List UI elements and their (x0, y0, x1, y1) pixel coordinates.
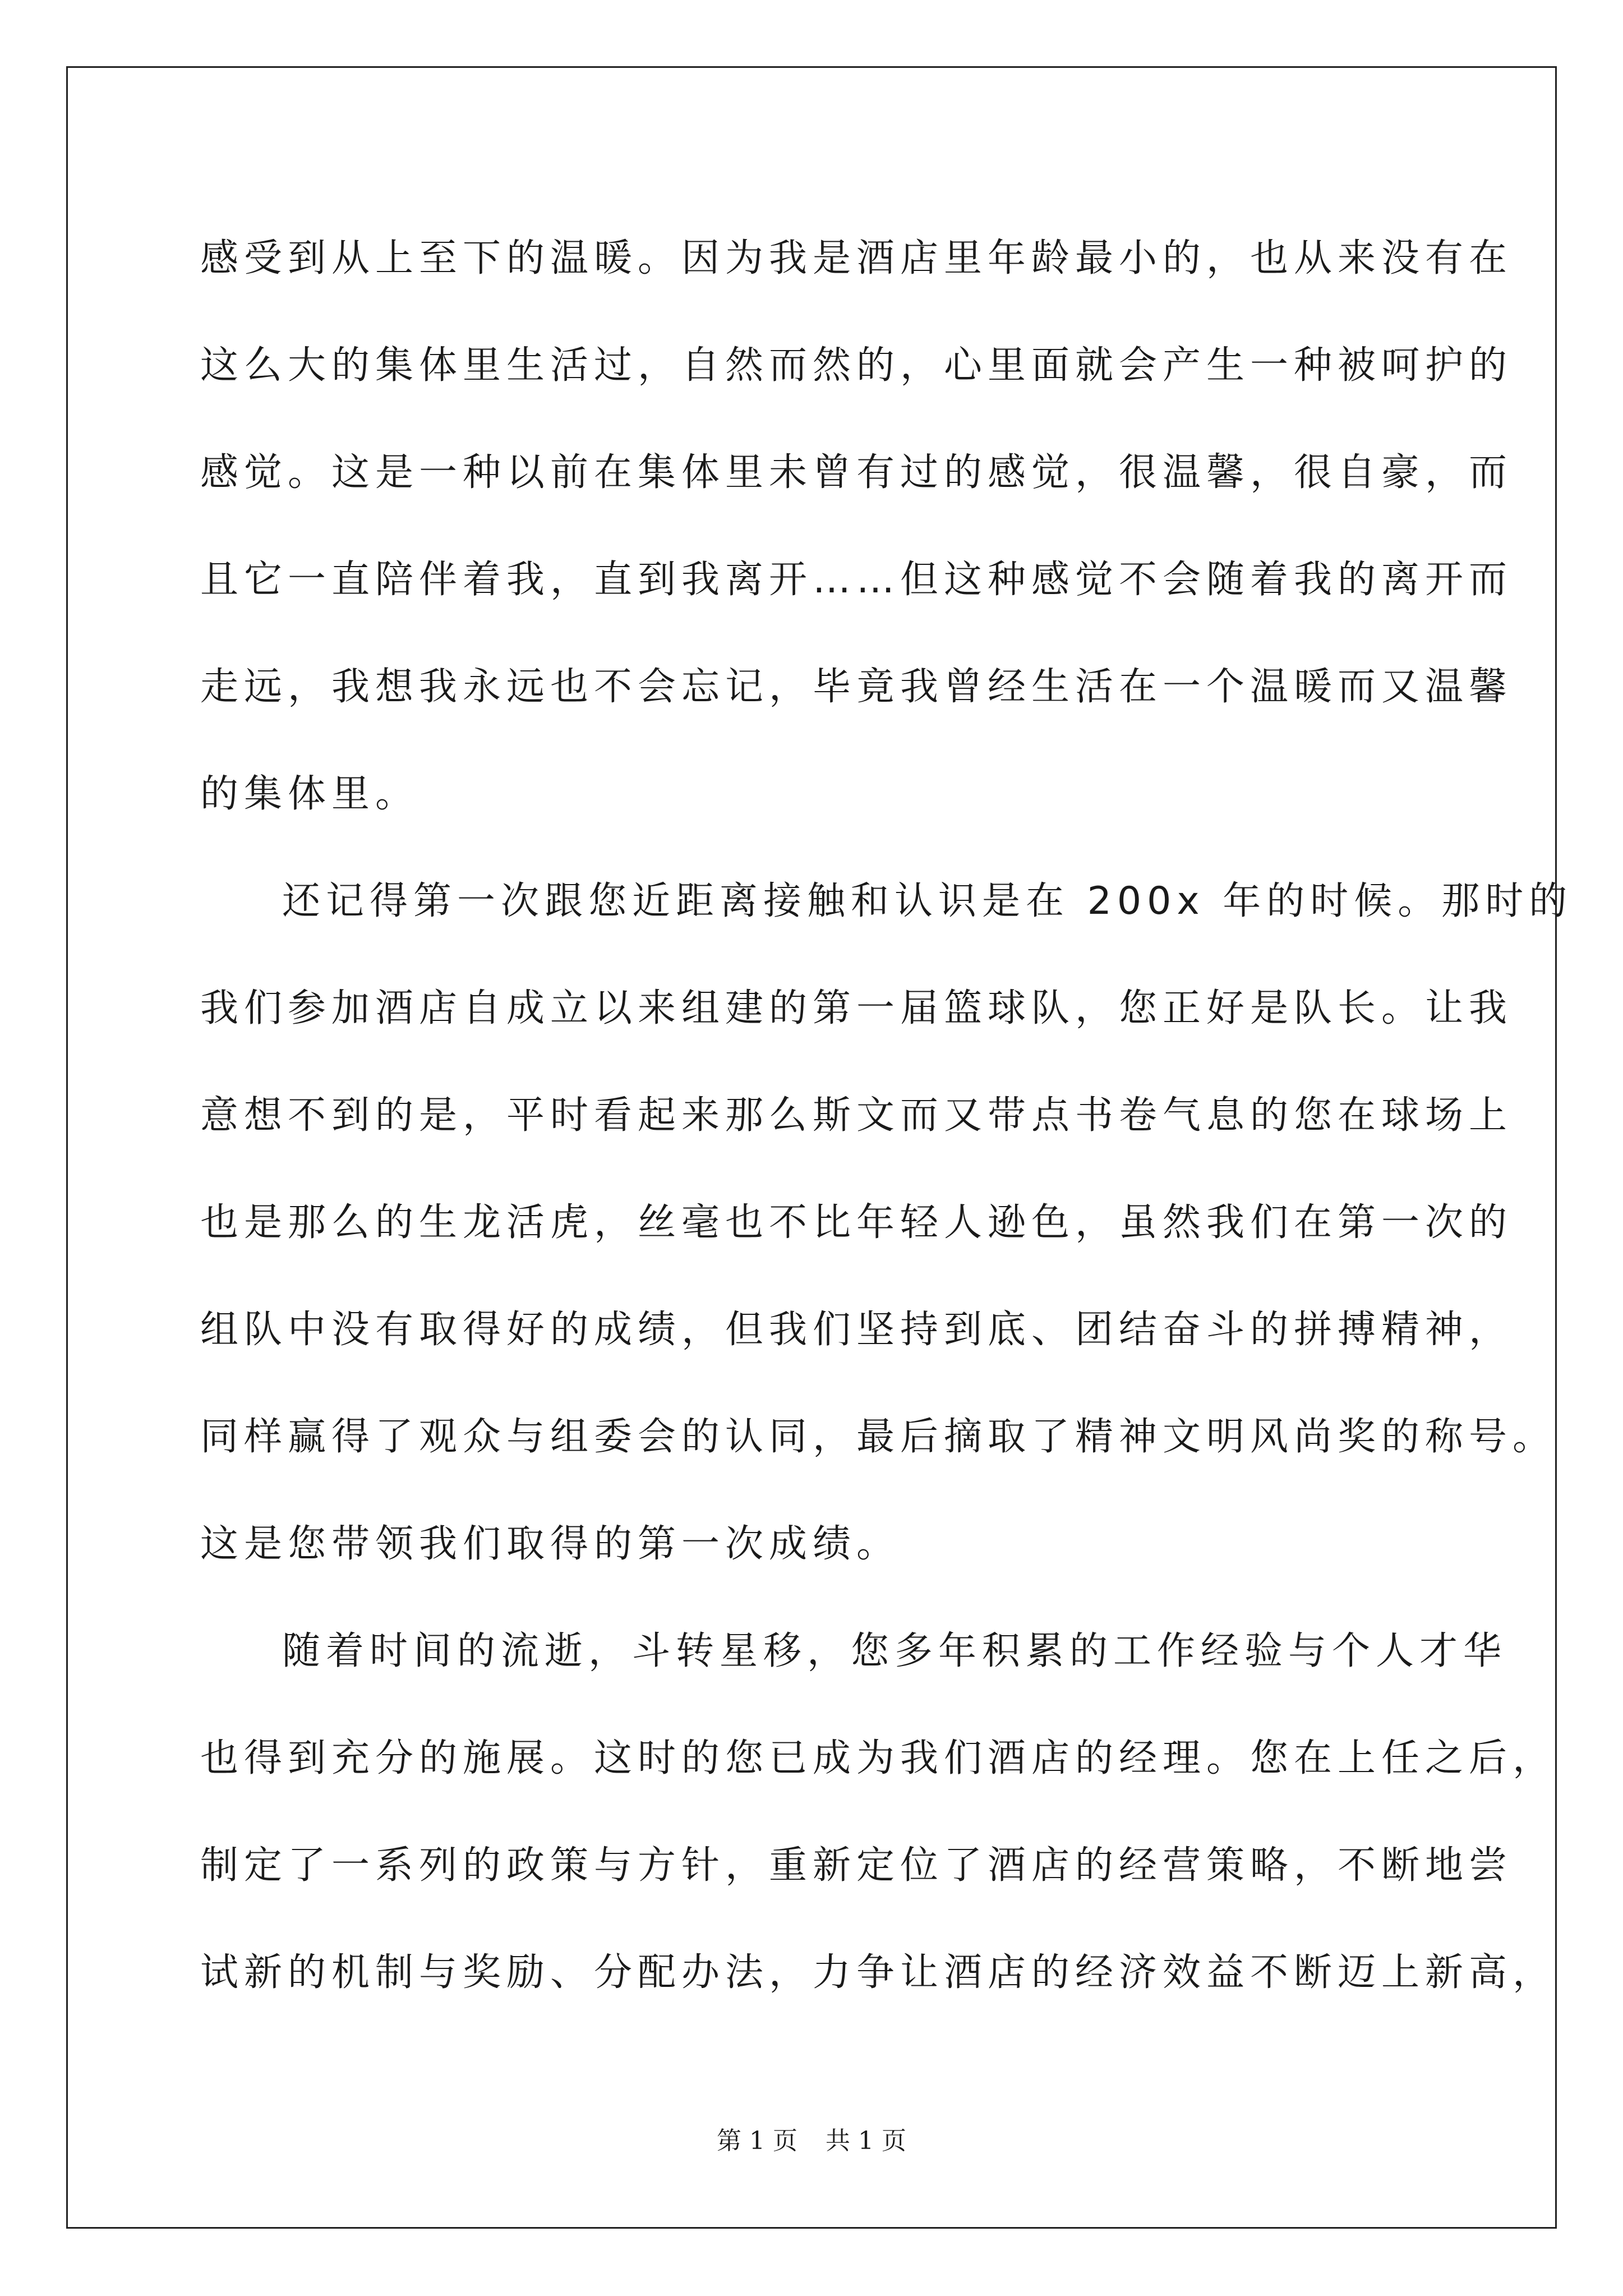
text-line: 也是那么的生龙活虎，丝毫也不比年轻人逊色，虽然我们在第一次的 (200, 1200, 1513, 1245)
paragraph-start-line: 随着时间的流逝，斗转星移，您多年积累的工作经验与个人才华 (282, 1629, 1507, 1673)
text-line: 我们参加酒店自成立以来组建的第一届篮球队，您正好是队长。让我 (200, 986, 1513, 1030)
text-line: 这么大的集体里生活过，自然而然的，心里面就会产生一种被呵护的 (200, 343, 1513, 388)
text-line: 这是您带领我们取得的第一次成绩。 (200, 1522, 901, 1566)
text-line: 制定了一系列的政策与方针，重新定位了酒店的经营策略，不断地尝 (200, 1843, 1513, 1888)
document-body (200, 205, 1573, 2026)
page-number-total: 共 1 页 (826, 2127, 906, 2155)
text-line: 感觉。这是一种以前在集体里未曾有过的感觉，很温馨，很自豪，而 (200, 450, 1513, 495)
text-line: 试新的机制与奖励、分配办法，力争让酒店的经济效益不断迈上新高， (200, 1950, 1557, 1995)
text-line: 的集体里。 (200, 772, 419, 816)
text-line: 感受到从上至下的温暖。因为我是酒店里年龄最小的，也从来没有在 (200, 236, 1513, 280)
text-line: 也得到充分的施展。这时的您已成为我们酒店的经理。您在上任之后， (200, 1736, 1557, 1780)
text-line: 且它一直陪伴着我，直到我离开……但这种感觉不会随着我的离开而 (200, 558, 1513, 602)
text-line: 走远，我想我永远也不会忘记，毕竟我曾经生活在一个温暖而又温馨 (200, 665, 1513, 709)
paragraph-start-line: 还记得第一次跟您近距离接触和认识是在 200x 年的时候。那时的 (282, 879, 1573, 923)
text-line: 意想不到的是，平时看起来那么斯文而又带点书卷气息的您在球场上 (200, 1093, 1513, 1138)
text-line: 同样赢得了观众与组委会的认同，最后摘取了精神文明风尚奖的称号。 (200, 1415, 1557, 1459)
page-footer (0, 2120, 1623, 2156)
text-line: 组队中没有取得好的成绩，但我们坚持到底、团结奋斗的拼搏精神， (200, 1308, 1513, 1352)
page-number-current: 第 1 页 (717, 2127, 797, 2155)
